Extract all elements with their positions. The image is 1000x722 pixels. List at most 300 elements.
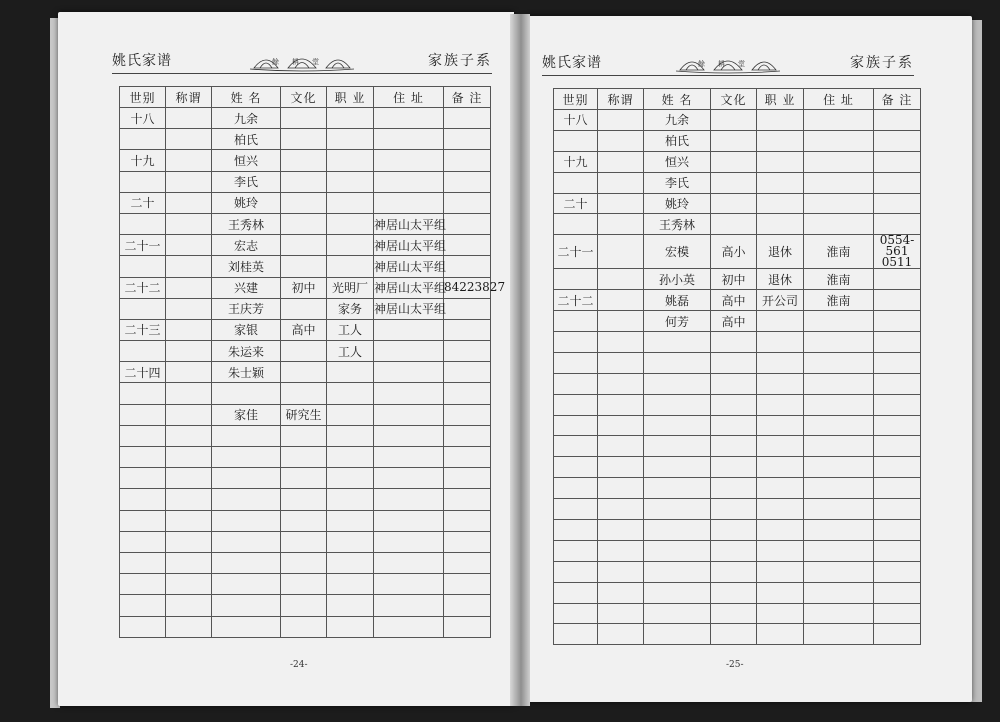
table-cell	[166, 404, 212, 425]
table-row	[120, 574, 491, 595]
header-rule	[112, 73, 492, 74]
table-cell	[166, 468, 212, 489]
table-cell	[554, 373, 598, 394]
table-cell: 工人	[327, 341, 374, 362]
table-cell	[120, 468, 166, 489]
table-cell	[757, 540, 804, 561]
table-cell	[212, 447, 281, 468]
table-cell: 二十二	[554, 290, 598, 311]
table-cell	[281, 150, 327, 171]
table-cell: 兴建	[212, 277, 281, 298]
table-cell: 十八	[554, 110, 598, 131]
table-cell	[874, 151, 921, 172]
table-cell	[874, 499, 921, 520]
table-cell	[598, 520, 644, 541]
table-cell: 开公司	[757, 290, 804, 311]
table-cell	[444, 129, 491, 150]
table-cell	[554, 540, 598, 561]
table-cell	[374, 616, 444, 637]
table-cell	[281, 213, 327, 234]
table-cell	[374, 468, 444, 489]
left-page-header	[112, 44, 492, 74]
table-cell	[598, 373, 644, 394]
table-cell: 初中	[711, 269, 757, 290]
table-cell	[874, 130, 921, 151]
table-cell	[554, 624, 598, 645]
column-header: 备 注	[444, 87, 491, 108]
table-cell: 0554-561 0511	[874, 235, 921, 269]
table-row	[120, 468, 491, 489]
table-cell: 刘桂英	[212, 256, 281, 277]
table-cell	[444, 319, 491, 340]
table-cell	[166, 298, 212, 319]
column-header: 职 业	[757, 89, 804, 110]
column-header: 姓 名	[212, 87, 281, 108]
table-cell	[444, 298, 491, 319]
table-cell	[757, 373, 804, 394]
table-cell: 恒兴	[212, 150, 281, 171]
table-cell: 二十二	[120, 277, 166, 298]
table-cell	[374, 319, 444, 340]
table-cell: 朱运来	[212, 341, 281, 362]
table-row	[120, 447, 491, 468]
table-cell	[711, 624, 757, 645]
table-cell	[166, 129, 212, 150]
column-header: 住 址	[374, 87, 444, 108]
table-cell	[374, 108, 444, 129]
table-row	[120, 341, 491, 362]
table-cell	[374, 129, 444, 150]
table-cell	[120, 213, 166, 234]
table-cell	[327, 574, 374, 595]
right-genealogy-table	[553, 88, 921, 645]
table-cell	[281, 235, 327, 256]
table-cell	[554, 603, 598, 624]
table-cell	[711, 394, 757, 415]
table-cell	[281, 595, 327, 616]
table-cell: 二十三	[120, 319, 166, 340]
table-cell	[644, 499, 711, 520]
table-cell	[166, 447, 212, 468]
table-cell	[598, 130, 644, 151]
table-cell	[374, 574, 444, 595]
table-cell	[711, 373, 757, 394]
table-cell	[598, 172, 644, 193]
table-cell: 姚玲	[644, 193, 711, 214]
table-cell: 二十一	[120, 235, 166, 256]
table-cell	[644, 394, 711, 415]
table-cell	[598, 415, 644, 436]
table-cell: 84223827	[444, 277, 491, 298]
table-cell	[120, 510, 166, 531]
table-row	[120, 319, 491, 340]
table-cell	[327, 192, 374, 213]
table-cell	[166, 150, 212, 171]
table-row	[554, 540, 921, 561]
table-cell	[374, 425, 444, 446]
table-cell	[166, 171, 212, 192]
left-header-subtitle: 家族子系	[428, 53, 492, 69]
table-cell	[444, 108, 491, 129]
table-cell	[874, 352, 921, 373]
table-cell	[757, 520, 804, 541]
table-cell	[120, 425, 166, 446]
table-cell	[598, 214, 644, 235]
table-cell	[757, 311, 804, 332]
table-cell	[598, 603, 644, 624]
table-cell	[374, 404, 444, 425]
table-cell	[327, 108, 374, 129]
right-page-number: -25-	[726, 660, 744, 670]
table-cell	[281, 531, 327, 552]
table-cell	[120, 552, 166, 573]
table-cell	[281, 447, 327, 468]
table-cell	[711, 193, 757, 214]
table-cell	[644, 457, 711, 478]
table-cell	[212, 383, 281, 404]
table-row	[554, 332, 921, 353]
table-row	[554, 214, 921, 235]
table-cell	[444, 192, 491, 213]
table-cell	[281, 552, 327, 573]
table-cell	[804, 561, 874, 582]
table-row	[554, 130, 921, 151]
table-cell	[120, 574, 166, 595]
table-cell	[804, 130, 874, 151]
table-cell	[281, 298, 327, 319]
table-cell	[874, 520, 921, 541]
table-cell	[374, 489, 444, 510]
table-row	[120, 213, 491, 234]
table-cell	[804, 214, 874, 235]
table-cell: 十八	[120, 108, 166, 129]
table-cell	[120, 298, 166, 319]
table-cell	[327, 235, 374, 256]
table-cell: 二十一	[554, 235, 598, 269]
table-row	[120, 616, 491, 637]
table-cell	[444, 574, 491, 595]
table-cell	[598, 540, 644, 561]
table-cell: 退休	[757, 235, 804, 269]
table-cell: 工人	[327, 319, 374, 340]
table-cell	[281, 616, 327, 637]
left-header-title: 姚氏家谱	[112, 53, 172, 69]
table-cell	[757, 582, 804, 603]
table-cell	[327, 447, 374, 468]
table-cell	[327, 468, 374, 489]
table-row	[554, 290, 921, 311]
table-cell	[166, 277, 212, 298]
table-cell	[554, 499, 598, 520]
logo-text: 餘耕堂	[272, 58, 332, 66]
table-row	[554, 415, 921, 436]
table-cell: 淮南	[804, 269, 874, 290]
table-cell	[166, 425, 212, 446]
table-row	[120, 171, 491, 192]
table-header-row	[554, 89, 921, 110]
table-cell	[327, 213, 374, 234]
table-cell	[166, 213, 212, 234]
lotus-logo-icon	[248, 50, 356, 72]
right-header-subtitle: 家族子系	[850, 55, 914, 71]
table-cell	[598, 352, 644, 373]
table-cell: 二十	[120, 192, 166, 213]
table-cell	[874, 415, 921, 436]
table-cell	[554, 415, 598, 436]
table-cell	[374, 383, 444, 404]
table-cell	[711, 540, 757, 561]
table-cell	[212, 552, 281, 573]
table-cell	[598, 290, 644, 311]
table-cell: 九余	[212, 108, 281, 129]
table-cell	[598, 478, 644, 499]
table-cell	[444, 213, 491, 234]
table-cell	[212, 489, 281, 510]
table-cell	[598, 624, 644, 645]
table-cell	[166, 192, 212, 213]
table-row	[554, 499, 921, 520]
table-cell	[166, 531, 212, 552]
table-row	[120, 383, 491, 404]
table-cell	[874, 193, 921, 214]
table-cell	[711, 110, 757, 131]
table-cell	[598, 269, 644, 290]
table-row	[554, 561, 921, 582]
table-cell	[327, 362, 374, 383]
table-cell	[444, 425, 491, 446]
table-cell	[644, 603, 711, 624]
table-row	[120, 362, 491, 383]
table-cell	[120, 383, 166, 404]
table-cell	[554, 582, 598, 603]
table-cell: 淮南	[804, 235, 874, 269]
table-cell	[120, 531, 166, 552]
table-cell	[374, 150, 444, 171]
table-cell	[804, 332, 874, 353]
table-cell	[757, 172, 804, 193]
header-rule	[542, 75, 914, 76]
table-cell	[374, 595, 444, 616]
column-header: 住 址	[804, 89, 874, 110]
table-cell: 高小	[711, 235, 757, 269]
table-cell	[374, 510, 444, 531]
table-cell	[711, 415, 757, 436]
table-cell	[327, 171, 374, 192]
table-cell: 十九	[554, 151, 598, 172]
table-cell	[598, 394, 644, 415]
table-cell	[874, 214, 921, 235]
left-genealogy-table	[119, 86, 506, 638]
table-cell	[554, 436, 598, 457]
table-row	[554, 457, 921, 478]
table-cell	[281, 171, 327, 192]
table-cell	[327, 616, 374, 637]
table-cell	[166, 362, 212, 383]
table-cell	[757, 624, 804, 645]
table-cell	[327, 404, 374, 425]
table-cell	[644, 415, 711, 436]
table-cell	[644, 373, 711, 394]
table-cell: 家银	[212, 319, 281, 340]
table-cell	[166, 510, 212, 531]
table-cell	[281, 489, 327, 510]
table-cell	[874, 290, 921, 311]
table-row	[120, 298, 491, 319]
table-cell	[804, 624, 874, 645]
table-cell	[757, 214, 804, 235]
table-cell	[212, 531, 281, 552]
table-cell	[644, 561, 711, 582]
table-cell	[598, 561, 644, 582]
table-cell	[281, 341, 327, 362]
table-cell	[757, 478, 804, 499]
table-cell	[804, 193, 874, 214]
table-cell	[711, 172, 757, 193]
table-cell	[757, 561, 804, 582]
table-cell	[711, 332, 757, 353]
table-cell	[327, 383, 374, 404]
table-cell	[166, 616, 212, 637]
table-cell	[644, 332, 711, 353]
table-cell	[757, 603, 804, 624]
table-cell	[281, 468, 327, 489]
table-cell	[711, 130, 757, 151]
table-cell	[166, 235, 212, 256]
table-cell	[644, 582, 711, 603]
table-cell	[444, 362, 491, 383]
table-cell: 姚玲	[212, 192, 281, 213]
table-cell	[327, 552, 374, 573]
table-cell: 神居山太平组	[374, 256, 444, 277]
table-cell	[166, 489, 212, 510]
table-cell	[711, 352, 757, 373]
table-row	[120, 489, 491, 510]
table-cell	[804, 311, 874, 332]
table-cell: 十九	[120, 150, 166, 171]
table-cell	[757, 193, 804, 214]
table-cell	[212, 425, 281, 446]
table-cell	[874, 603, 921, 624]
table-cell	[374, 552, 444, 573]
table-cell: 王秀林	[644, 214, 711, 235]
table-cell	[120, 171, 166, 192]
table-cell	[327, 129, 374, 150]
column-header: 文化	[711, 89, 757, 110]
table-row	[120, 192, 491, 213]
table-cell: 高中	[711, 290, 757, 311]
table-row	[120, 595, 491, 616]
table-cell	[212, 616, 281, 637]
table-cell	[444, 341, 491, 362]
table-cell	[598, 499, 644, 520]
table-cell	[804, 540, 874, 561]
table-cell	[711, 561, 757, 582]
table-cell	[444, 235, 491, 256]
table-cell	[281, 383, 327, 404]
table-cell	[711, 520, 757, 541]
table-cell	[711, 457, 757, 478]
table-cell	[444, 489, 491, 510]
table-cell	[554, 561, 598, 582]
table-cell: 九余	[644, 110, 711, 131]
table-cell	[327, 150, 374, 171]
table-row	[554, 603, 921, 624]
table-cell	[554, 332, 598, 353]
table-row	[554, 269, 921, 290]
table-row	[120, 531, 491, 552]
table-cell: 柏氏	[644, 130, 711, 151]
table-cell	[711, 436, 757, 457]
table-cell	[644, 520, 711, 541]
table-cell	[757, 110, 804, 131]
table-row	[120, 256, 491, 277]
table-cell	[327, 489, 374, 510]
table-cell	[804, 373, 874, 394]
table-cell	[644, 478, 711, 499]
table-cell: 家佳	[212, 404, 281, 425]
table-cell	[120, 447, 166, 468]
table-cell	[554, 394, 598, 415]
table-cell: 恒兴	[644, 151, 711, 172]
table-cell	[166, 108, 212, 129]
table-cell	[804, 603, 874, 624]
table-cell	[874, 332, 921, 353]
table-cell	[166, 341, 212, 362]
right-header-title: 姚氏家谱	[542, 55, 602, 71]
table-cell	[444, 256, 491, 277]
table-cell: 李氏	[644, 172, 711, 193]
column-header: 文化	[281, 87, 327, 108]
table-cell	[166, 595, 212, 616]
table-cell	[804, 110, 874, 131]
table-cell	[327, 510, 374, 531]
table-cell: 李氏	[212, 171, 281, 192]
table-cell	[374, 192, 444, 213]
table-row	[554, 624, 921, 645]
table-cell	[212, 510, 281, 531]
table-row	[120, 277, 491, 298]
table-cell	[281, 108, 327, 129]
table-cell	[281, 256, 327, 277]
table-header-row	[120, 87, 491, 108]
table-row	[120, 235, 491, 256]
table-cell	[327, 425, 374, 446]
table-cell: 高中	[281, 319, 327, 340]
table-cell	[874, 373, 921, 394]
table-cell	[804, 352, 874, 373]
table-cell	[444, 595, 491, 616]
table-cell: 王秀林	[212, 213, 281, 234]
table-cell	[874, 110, 921, 131]
table-cell	[444, 447, 491, 468]
table-cell	[212, 574, 281, 595]
table-cell: 神居山太平组	[374, 298, 444, 319]
table-cell: 二十	[554, 193, 598, 214]
table-cell	[874, 624, 921, 645]
table-row	[120, 129, 491, 150]
left-page-number: -24-	[290, 660, 308, 670]
table-cell	[804, 499, 874, 520]
table-cell	[757, 130, 804, 151]
table-cell	[120, 129, 166, 150]
table-cell	[804, 457, 874, 478]
table-cell	[444, 552, 491, 573]
table-cell	[874, 311, 921, 332]
table-cell	[757, 415, 804, 436]
table-row	[554, 235, 921, 269]
table-row	[554, 151, 921, 172]
table-cell	[444, 404, 491, 425]
